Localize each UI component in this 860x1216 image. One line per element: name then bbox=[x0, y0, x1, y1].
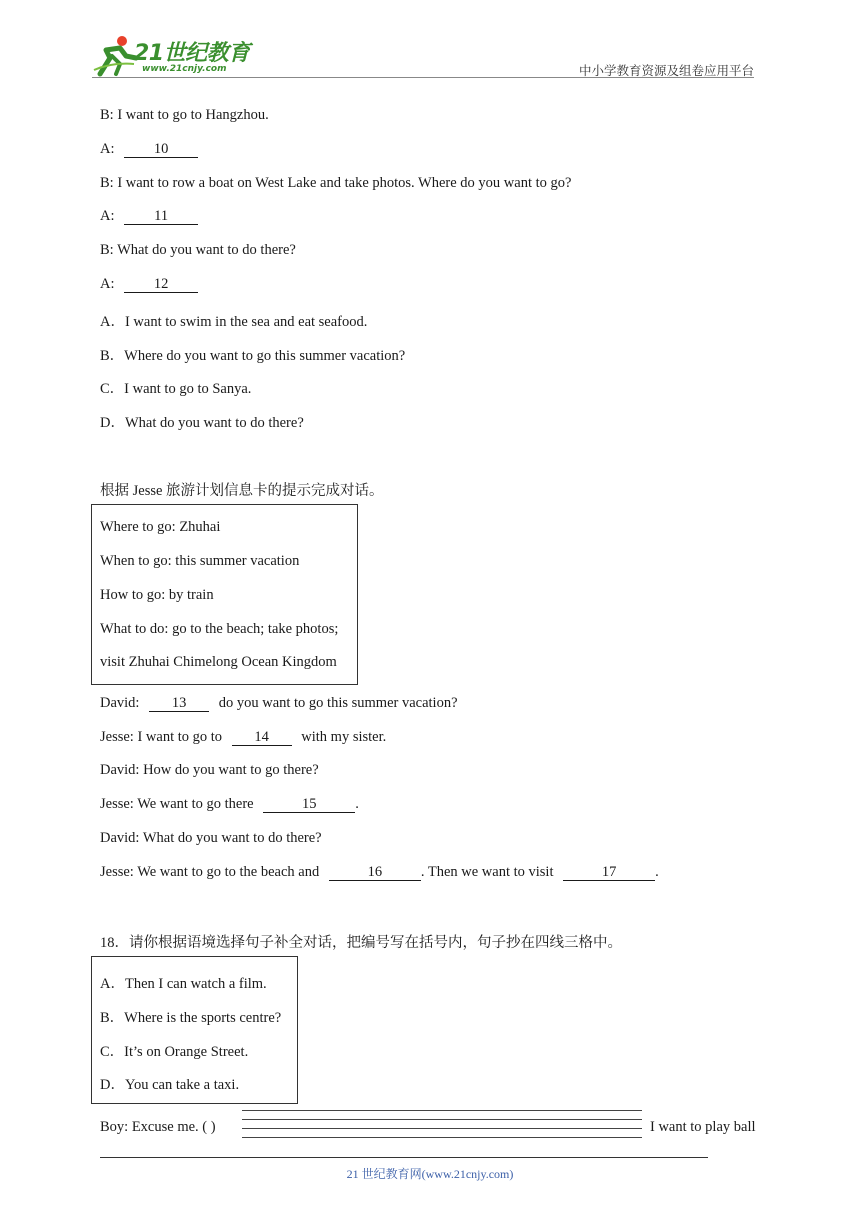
answer-blank-14[interactable]: 14 bbox=[232, 730, 292, 746]
card-line: What to do: go to the beach; take photos; bbox=[100, 621, 339, 637]
logo-brand-text: 21世纪教育 bbox=[134, 41, 250, 66]
speaker-label: A: bbox=[100, 276, 115, 292]
line-text: David: bbox=[100, 695, 140, 711]
choice-b: B．Where is the sports centre? bbox=[100, 1010, 282, 1026]
line-text: Jesse: I want to go to bbox=[100, 729, 223, 745]
header-divider bbox=[92, 77, 754, 78]
logo-url-text: www.21cnjy.com bbox=[142, 64, 227, 74]
runner-logo-icon bbox=[92, 34, 138, 78]
dialogue-line-blank bbox=[100, 276, 198, 293]
dialogue-line-13 bbox=[100, 695, 458, 712]
card-line: Where to go: Zhuhai bbox=[100, 519, 221, 535]
answer-blank-12[interactable]: 12 bbox=[124, 277, 198, 293]
dialogue-line: David: How do you want to go there? bbox=[100, 762, 319, 778]
speaker-label: A: bbox=[100, 141, 115, 157]
question-18-title: 18．请你根据语境选择句子补全对话，把编号写在括号内，句子抄在四线三格中。 bbox=[100, 935, 622, 951]
answer-blank-13[interactable]: 13 bbox=[149, 696, 209, 712]
dialogue-line-blank bbox=[100, 208, 198, 225]
header-platform-text: 中小学教育资源及组卷应用平台 bbox=[578, 64, 754, 78]
dialogue-line: B: I want to go to Hangzhou. bbox=[100, 107, 269, 123]
answer-blank-11[interactable]: 11 bbox=[124, 209, 198, 225]
footer-text: 21 世纪教育网(www.21cnjy.com) bbox=[346, 1167, 514, 1181]
dialogue-line: B: I want to row a boat on West Lake and take photos. Where do you want to go? bbox=[100, 175, 572, 191]
boy-dialogue-tail: I want to play ball bbox=[650, 1119, 756, 1135]
line-text: Jesse: We want to go there bbox=[100, 796, 254, 812]
dialogue-line-14 bbox=[100, 729, 386, 746]
dialogue-line-16-17 bbox=[100, 864, 659, 881]
boy-dialogue-line: Boy: Excuse me. ( ) bbox=[100, 1119, 216, 1135]
line-text: Jesse: We want to go to the beach and bbox=[100, 864, 320, 880]
choice-a: A．Then I can watch a film. bbox=[100, 976, 267, 992]
line-text: . Then we want to visit bbox=[420, 864, 554, 880]
site-logo bbox=[92, 34, 262, 80]
dialogue-line: David: What do you want to do there? bbox=[100, 830, 322, 846]
answer-blank-17[interactable]: 17 bbox=[563, 865, 655, 881]
line-text: with my sister. bbox=[301, 729, 387, 745]
line-text: do you want to go this summer vacation? bbox=[218, 695, 458, 711]
dialogue-line-blank bbox=[100, 141, 198, 158]
option-a: A．I want to swim in the sea and eat seafood. bbox=[100, 314, 368, 330]
dialogue-line-15 bbox=[100, 796, 359, 813]
option-d: D．What do you want to do there? bbox=[100, 415, 304, 431]
speaker-label: A: bbox=[100, 208, 115, 224]
four-line-writing-grid[interactable] bbox=[242, 1110, 642, 1138]
card-line: When to go: this summer vacation bbox=[100, 553, 300, 569]
line-text: . bbox=[655, 864, 659, 880]
option-b: B．Where do you want to go this summer vacation? bbox=[100, 348, 406, 364]
answer-blank-16[interactable]: 16 bbox=[329, 865, 421, 881]
section-instruction: 根据 Jesse 旅游计划信息卡的提示完成对话。 bbox=[100, 483, 384, 499]
answer-blank-10[interactable]: 10 bbox=[124, 142, 198, 158]
line-text: . bbox=[355, 796, 359, 812]
footer-divider bbox=[100, 1157, 708, 1158]
travel-plan-card bbox=[91, 504, 358, 685]
answer-blank-15[interactable]: 15 bbox=[263, 797, 355, 813]
choice-box bbox=[91, 956, 298, 1104]
choice-d: D．You can take a taxi. bbox=[100, 1077, 240, 1093]
dialogue-line: B: What do you want to do there? bbox=[100, 242, 296, 258]
card-line: visit Zhuhai Chimelong Ocean Kingdom bbox=[100, 654, 337, 670]
card-line: How to go: by train bbox=[100, 587, 214, 603]
option-c: C．I want to go to Sanya. bbox=[100, 381, 252, 397]
choice-c: C．It’s on Orange Street. bbox=[100, 1044, 249, 1060]
